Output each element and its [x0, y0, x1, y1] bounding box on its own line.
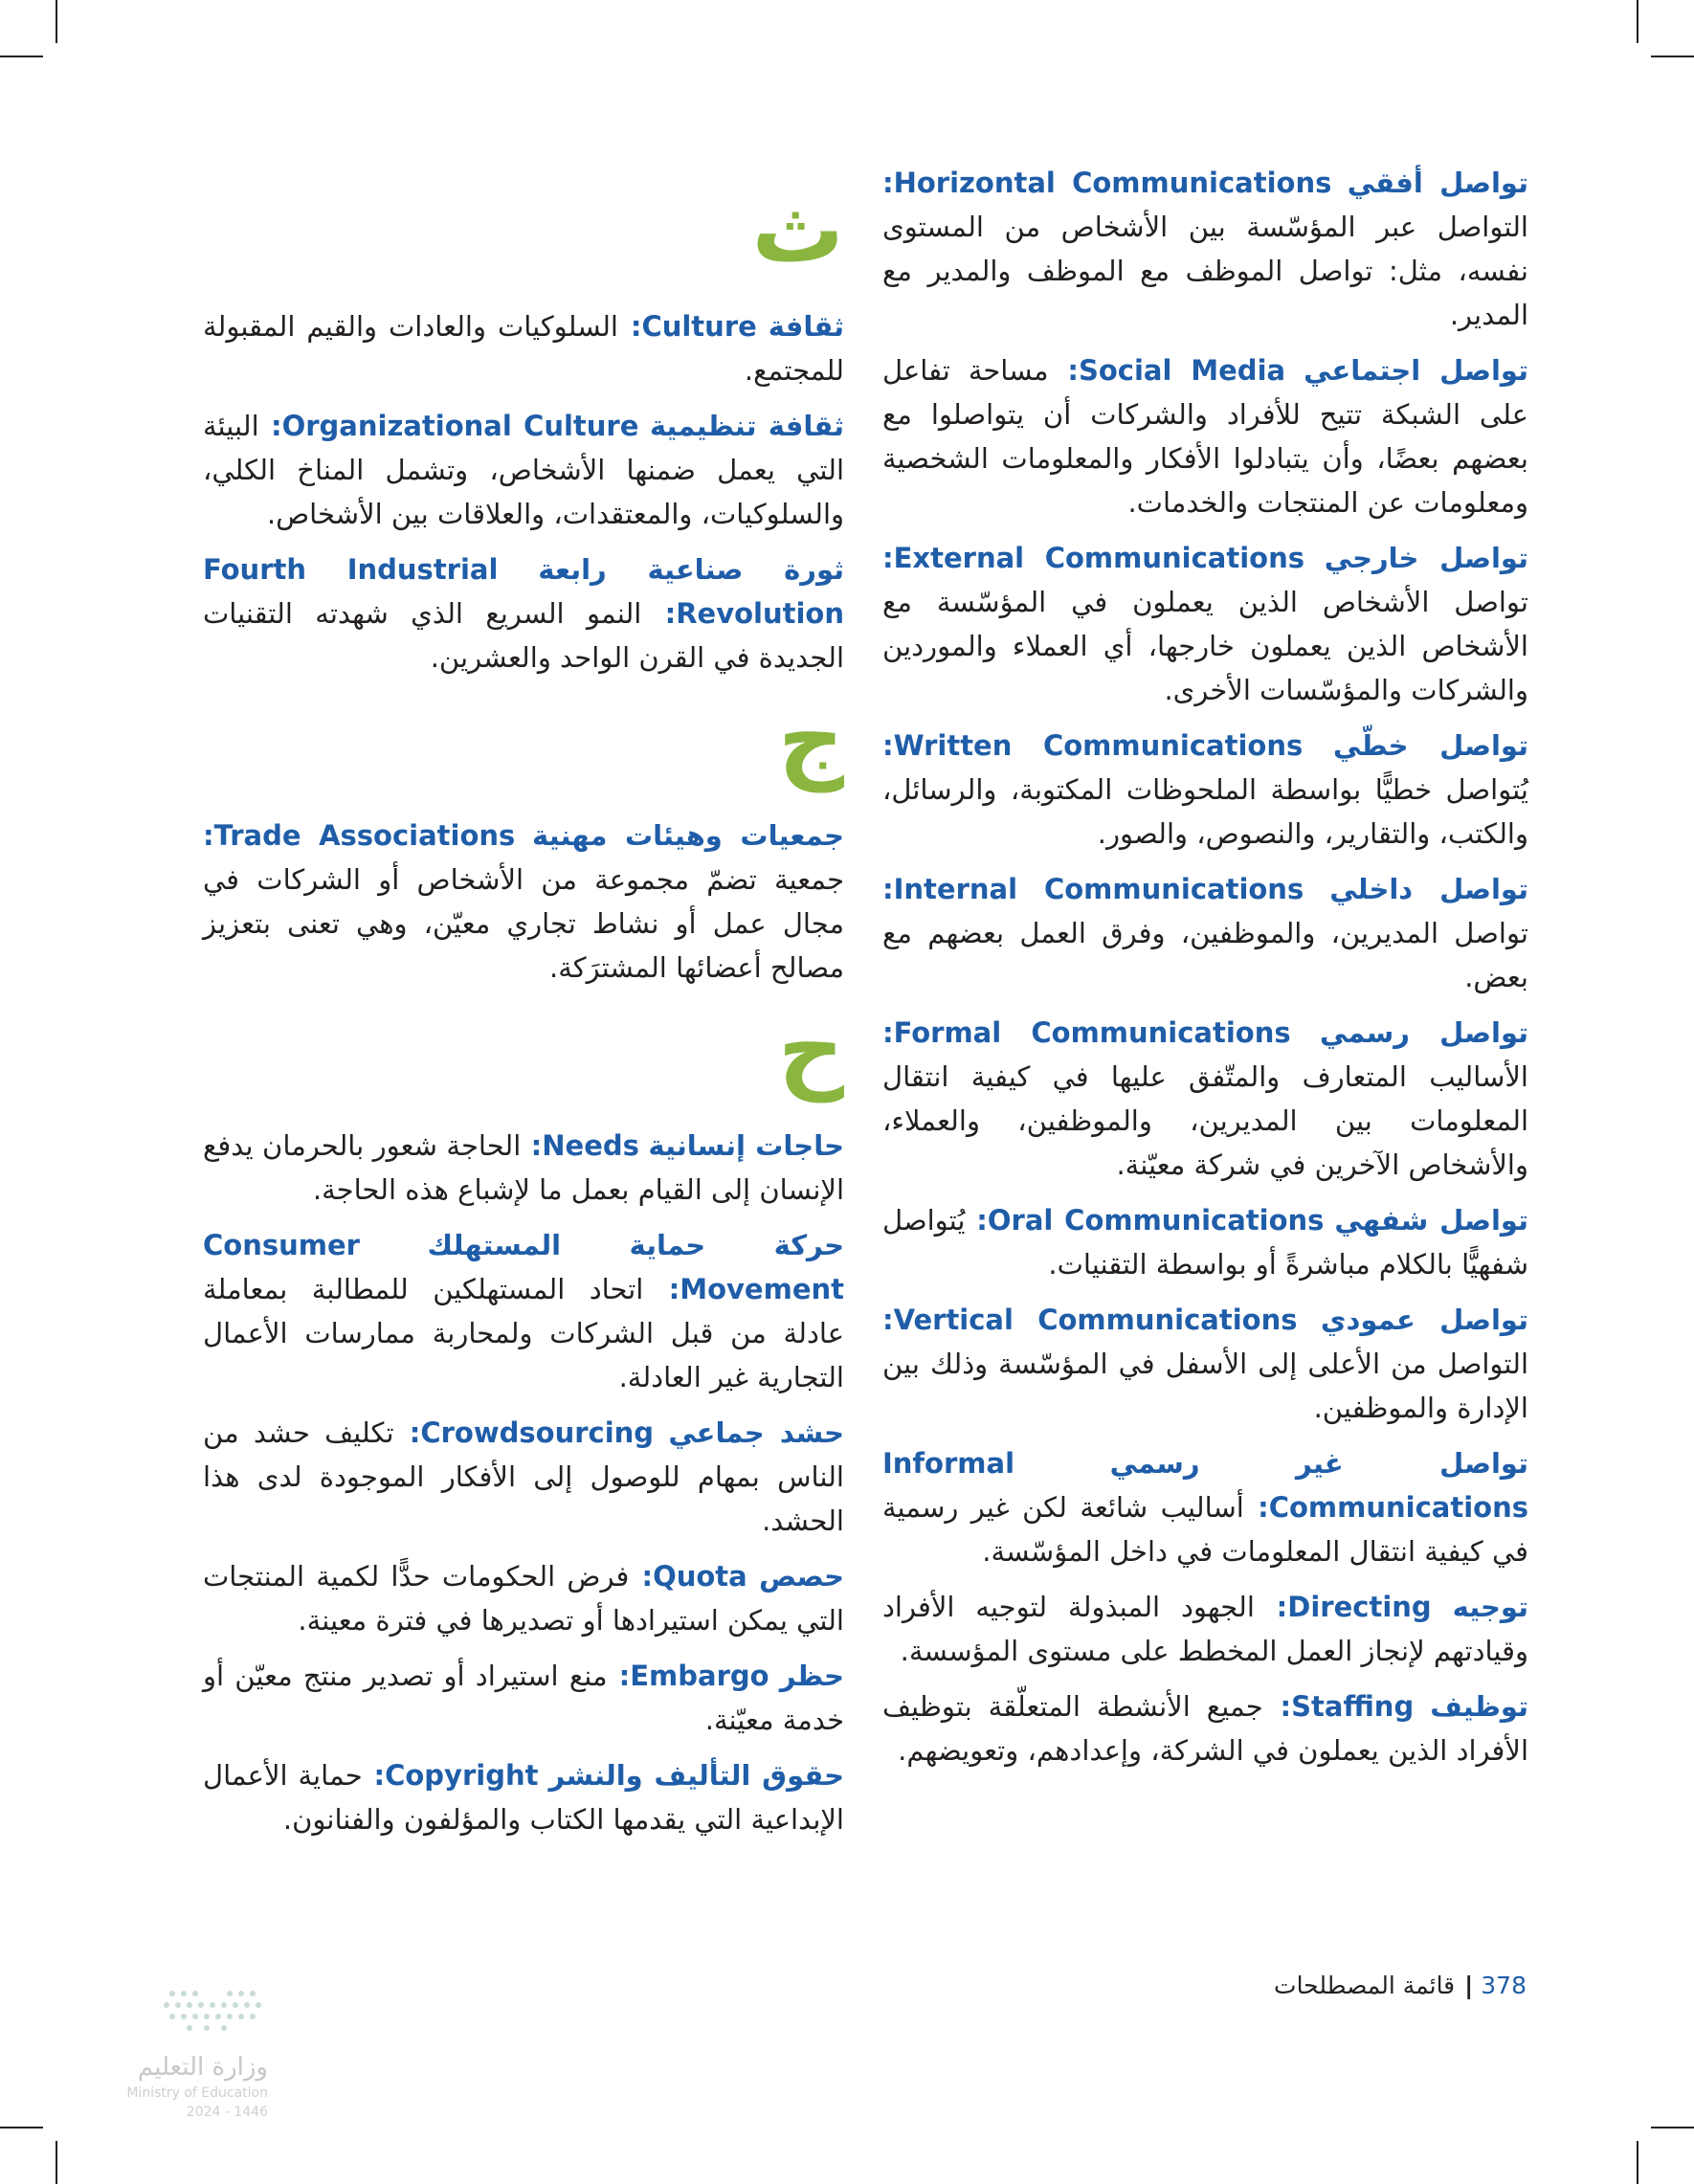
term-arabic: تواصل رسمي [1319, 1016, 1529, 1049]
term-english: Organizational Culture [281, 410, 639, 442]
term-colon: : [521, 1129, 543, 1162]
term-definition: تواصل المديرين، والموظفين، وفرق العمل بعضهم مع بعض. [882, 917, 1528, 993]
term-arabic: تواصل عمودي [1320, 1304, 1528, 1336]
term-definition: حماية الأعمال الإبداعية التي يقدمها الكتاب والمؤلفون والفنانون. [203, 1759, 844, 1836]
term-english: Embargo [630, 1660, 769, 1692]
term-colon: : [258, 410, 282, 442]
glossary-entry [203, 1654, 844, 1742]
term-colon: : [1048, 354, 1079, 387]
term-english: Fourth Industrial Revolution [203, 553, 844, 630]
term-definition: جميع الأنشطة المتعلّقة بتوظيف الأفراد الذين يعملون في الشركة، وإعدادهم، وتعويضهم. [882, 1690, 1528, 1767]
term-definition: فرض الحكومات حدًّا لكمية المنتجات التي يمكن استيرادها أو تصديرها في فترة معينة. [203, 1560, 844, 1637]
term-english: Consumer Movement [203, 1229, 844, 1305]
term-english: Needs [542, 1129, 639, 1162]
term-english: Horizontal Communications [893, 167, 1332, 199]
glossary-entry [203, 404, 844, 536]
glossary-entry [203, 547, 844, 680]
glossary-entry [203, 304, 844, 392]
term-definition: مساحة تفاعل على الشبكة تتيح للأفراد والشركات أن يتواصلوا مع بعضهم بعضًا، وأن يتبادلوا الأفكار والمعلومات الشخصية ومعلومات عن المنتجات والخدمات. [882, 354, 1528, 519]
term-english: External Communications [893, 542, 1304, 574]
logo-text-en: Ministry of Education [126, 2085, 268, 2101]
term-english: Crowdsourcing [420, 1416, 655, 1449]
ministry-logo [96, 1986, 268, 2129]
term-definition: تواصل الأشخاص الذين يعملون في المؤسّسة مع الأشخاص الذين يعملون خارجها، أي العملاء والموردين والشركات والمؤسّسات الأخرى. [882, 586, 1528, 706]
term-colon: : [641, 597, 677, 630]
term-english: Trade Associations [213, 819, 516, 852]
term-colon: : [618, 310, 642, 343]
term-colon: : [965, 1204, 988, 1237]
glossary-entry [882, 867, 1528, 999]
term-arabic: توجيه [1452, 1591, 1529, 1623]
glossary-entry [882, 161, 1528, 337]
term-definition: يُتواصل خطيًّا بواسطة الملحوظات المكتوبة، والرسائل، والكتب، والتقارير، والنصوص، والصور. [882, 773, 1528, 850]
term-definition: السلوكيات والعادات والقيم المقبولة للمجتمع. [203, 310, 844, 387]
term-definition: تكليف حشد من الناس بمهام للوصول إلى الأفكار الموجودة لدى هذا الحشد. [203, 1416, 844, 1537]
glossary-entry [882, 536, 1528, 712]
section-letter: ح [777, 995, 844, 1103]
term-english: Copyright [385, 1759, 539, 1792]
footer-section-title: قائمة المصطلحات [1274, 1972, 1456, 1999]
term-colon: : [882, 729, 894, 762]
term-english: Formal Communications [893, 1016, 1291, 1049]
crop-mark [1651, 2127, 1694, 2128]
term-arabic: تواصل داخلي [1329, 873, 1528, 905]
section-letter: ث [751, 176, 844, 283]
term-arabic: حشد جماعي [668, 1416, 845, 1449]
term-definition: التواصل من الأعلى إلى الأسفل في المؤسّسة وذلك بين الإدارة والموظفين. [882, 1348, 1528, 1424]
term-definition: الحاجة شعور بالحرمان يدفع الإنسان إلى القيام بعمل ما لإشباع هذه الحاجة. [203, 1129, 844, 1206]
term-definition: اتحاد المستهلكين للمطالبة بمعاملة عادلة من قبل الشركات ولمحاربة ممارسات الأعمال التجارية غير العادلة. [203, 1273, 844, 1393]
crop-mark [0, 56, 43, 57]
term-colon: : [882, 167, 894, 199]
term-definition: يُتواصل شفهيًّا بالكلام مباشرةً أو بواسطة التقنيات. [882, 1204, 1528, 1281]
crop-mark [1637, 2141, 1638, 2184]
term-definition: النمو السريع الذي شهدته التقنيات الجديدة في القرن الواحد والعشرين. [203, 597, 844, 674]
term-arabic: ثقافة [768, 310, 844, 343]
glossary-entry [882, 1585, 1528, 1673]
term-english: Social Media [1078, 354, 1286, 387]
glossary-entry [882, 1198, 1528, 1286]
term-colon: : [643, 1273, 680, 1305]
footer-separator: | [1464, 1972, 1474, 1999]
term-colon: : [882, 873, 894, 905]
term-english: Staffing [1291, 1690, 1415, 1723]
glossary-column-right [882, 161, 1528, 1784]
glossary-entry [882, 1684, 1528, 1772]
page-footer [1273, 1972, 1527, 1999]
term-colon: : [629, 1560, 654, 1593]
term-english: Written Communications [893, 729, 1304, 762]
logo-text-year: 2024 - 1446 [186, 2105, 268, 2120]
term-colon: : [362, 1759, 386, 1792]
term-definition: الأساليب المتعارف والمتّفق عليها في كيفية انتقال المعلومات بين المديرين، والموظفين، والعملاء، والأشخاص الآخرين في شركة معيّنة. [882, 1060, 1528, 1181]
section-letter: ج [777, 685, 844, 792]
term-colon: : [607, 1660, 631, 1692]
term-colon: : [203, 819, 214, 852]
term-arabic: حقوق التأليف والنشر [548, 1759, 845, 1792]
logo-text-ar: وزارة التعليم [137, 2053, 268, 2082]
glossary-entry [203, 1753, 844, 1841]
term-arabic: تواصل أفقي [1347, 167, 1529, 199]
term-definition: جمعية تضمّ مجموعة من الأشخاص أو الشركات في مجال عمل أو نشاط تجاري معيّن، وهي تعنى بتعزيز مصالح أعضائها المشترَكة. [203, 863, 844, 984]
term-colon: : [1254, 1591, 1288, 1623]
term-english: Vertical Communications [893, 1304, 1298, 1336]
term-definition: أساليب شائعة لكن غير رسمية في كيفية انتقال المعلومات في داخل المؤسّسة. [882, 1491, 1528, 1568]
term-arabic: توظيف [1430, 1690, 1528, 1723]
term-english: Directing [1287, 1591, 1432, 1623]
ministry-logo-dots-icon [96, 1986, 268, 2034]
term-arabic: حظر [779, 1660, 844, 1692]
term-definition: الجهود المبذولة لتوجيه الأفراد وقيادتهم لإنجاز العمل المخطط على مستوى المؤسسة. [882, 1591, 1528, 1667]
glossary-entry [882, 348, 1528, 524]
term-colon: : [393, 1416, 421, 1449]
term-definition: منع استيراد أو تصدير منتج معيّن أو خدمة معيّنة. [203, 1660, 844, 1736]
crop-mark [1637, 0, 1638, 43]
term-english: Internal Communications [893, 873, 1304, 905]
glossary-column-left [203, 176, 845, 1853]
term-arabic: تواصل شفهي [1334, 1204, 1529, 1237]
term-arabic: ثورة صناعية رابعة [538, 553, 845, 586]
crop-mark [56, 2141, 57, 2184]
term-english: Culture [641, 310, 757, 343]
term-arabic: حركة حماية المستهلك [427, 1229, 844, 1261]
term-arabic: ثقافة تنظيمية [649, 410, 844, 442]
term-english: Informal Communications [882, 1447, 1528, 1524]
term-definition: التواصل عبر المؤسّسة بين الأشخاص من المستوى نفسه، مثل: تواصل الموظف مع الموظف والمدير مع المدير. [882, 211, 1528, 331]
crop-mark [1651, 56, 1694, 57]
term-colon: : [1243, 1491, 1269, 1524]
term-arabic: حصص [758, 1560, 845, 1593]
term-colon: : [882, 542, 894, 574]
term-arabic: تواصل خارجي [1324, 542, 1528, 574]
term-colon: : [882, 1304, 894, 1336]
crop-mark [0, 2127, 43, 2128]
glossary-entry [203, 1124, 844, 1212]
term-english: Oral Communications [987, 1204, 1325, 1237]
glossary-entry [882, 724, 1528, 856]
term-definition: البيئة التي يعمل ضمنها الأشخاص، وتشمل المناخ الكلي، والسلوكيات، والمعتقدات، والعلاقات بين الأشخاص. [203, 410, 844, 530]
term-arabic: تواصل اجتماعي [1304, 354, 1529, 387]
glossary-entry [882, 1011, 1528, 1187]
term-colon: : [882, 1016, 894, 1049]
term-arabic: تواصل غير رسمي [1109, 1447, 1529, 1480]
glossary-entry [203, 1223, 844, 1399]
glossary-entry [203, 1554, 844, 1642]
glossary-entry [882, 1298, 1528, 1430]
glossary-entry [882, 1441, 1528, 1573]
page-number: 378 [1481, 1972, 1527, 1999]
term-colon: : [1262, 1690, 1292, 1723]
glossary-entry [203, 1411, 844, 1543]
term-arabic: تواصل خطّي [1332, 729, 1528, 762]
crop-mark [56, 0, 57, 43]
term-arabic: حاجات إنسانية [648, 1129, 844, 1162]
term-arabic: جمعيات وهيئات مهنية [532, 819, 845, 852]
glossary-entry [203, 813, 844, 990]
term-english: Quota [653, 1560, 747, 1593]
